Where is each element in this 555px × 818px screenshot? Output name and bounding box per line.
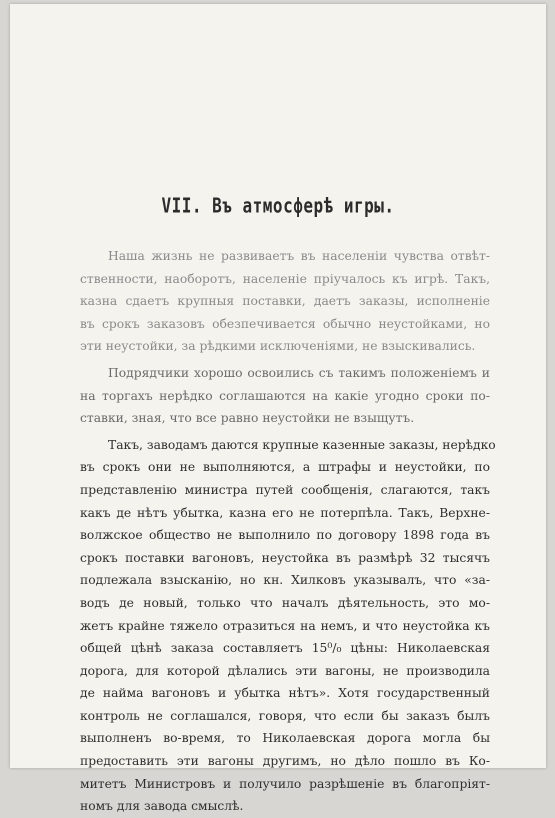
text-line: контроль не соглашался, говоря, что если бы заказъ былъ: [80, 708, 490, 723]
text-line: эти неустойки, за рѣдкими исключенiями, не взыскивались.: [80, 339, 476, 354]
text-line: на торгахъ нерѣдко соглашаются на какiе угодно сроки по-: [80, 388, 490, 403]
text-line: казна сдаетъ крупныя поставки, даетъ заказы, исполненiе: [80, 294, 490, 309]
text-line: Такъ, заводамъ даются крупные казенные заказы, нерѣдко: [108, 437, 496, 452]
text-line: предоставить эти вагоны другимъ, но дѣло пошло въ Ко-: [80, 754, 490, 769]
paragraph: [80, 434, 496, 818]
text-line: Подрядчики хорошо освоились съ такимъ положенiемъ и: [108, 365, 490, 380]
text-line: номъ для завода смыслѣ.: [80, 799, 244, 814]
text-line: митетъ Министровъ и получило разрѣшенiе въ благопрiят-: [80, 776, 490, 791]
text-line: выполненъ во-время, то Николаевская дорога могла бы: [80, 731, 490, 746]
chapter-title: VII. Въ атмосферѣ игры.: [161, 193, 395, 218]
text-line: ставки, зная, что все равно неустойки не взыщутъ.: [80, 411, 415, 426]
text-line: волжское общество не выполнило по договору 1898 года въ: [80, 528, 490, 543]
book-page: [10, 4, 546, 814]
text-line: представленiю министра путей сообщенiя, слагаются, такъ: [80, 482, 490, 497]
text-line: срокъ поставки вагоновъ, неустойка въ размѣрѣ 32 тысячъ: [80, 550, 490, 565]
text-line: жетъ крайне тяжело отразиться на немъ, и что неустойка къ: [80, 618, 490, 633]
text-line: водъ де новый, только что началъ дѣятельность, это мо-: [80, 595, 490, 610]
text-line: де найма вагоновъ и убытка нѣтъ». Хотя государственный: [80, 686, 490, 701]
text-line: подлежала взысканiю, но кн. Хилковъ указывалъ, что «за-: [80, 573, 490, 588]
body-text: [80, 245, 496, 818]
text-line: въ срокъ заказовъ обезпечивается обычно неустойками, но: [80, 316, 490, 331]
text-line: Наша жизнь не развиваетъ въ населенiи чувства отвѣт-: [108, 249, 490, 263]
text-line: ственности, наоборотъ, населенiе прiучалось къ игрѣ. Такъ,: [80, 271, 490, 286]
text-line: въ срокъ они не выполняются, а штрафы и неустойки, по: [80, 460, 490, 475]
text-line: общей цѣнѣ заказа составляетъ 15⁰/₀ цѣны: Николаевская: [80, 641, 490, 656]
paragraph: [80, 245, 490, 358]
paragraph: [80, 362, 490, 430]
text-line: какъ де нѣтъ убытка, казна его не потерпѣла. Такъ, Верхне-: [80, 505, 490, 520]
text-line: дорога, для которой дѣлались эти вагоны, не производила: [80, 663, 490, 678]
